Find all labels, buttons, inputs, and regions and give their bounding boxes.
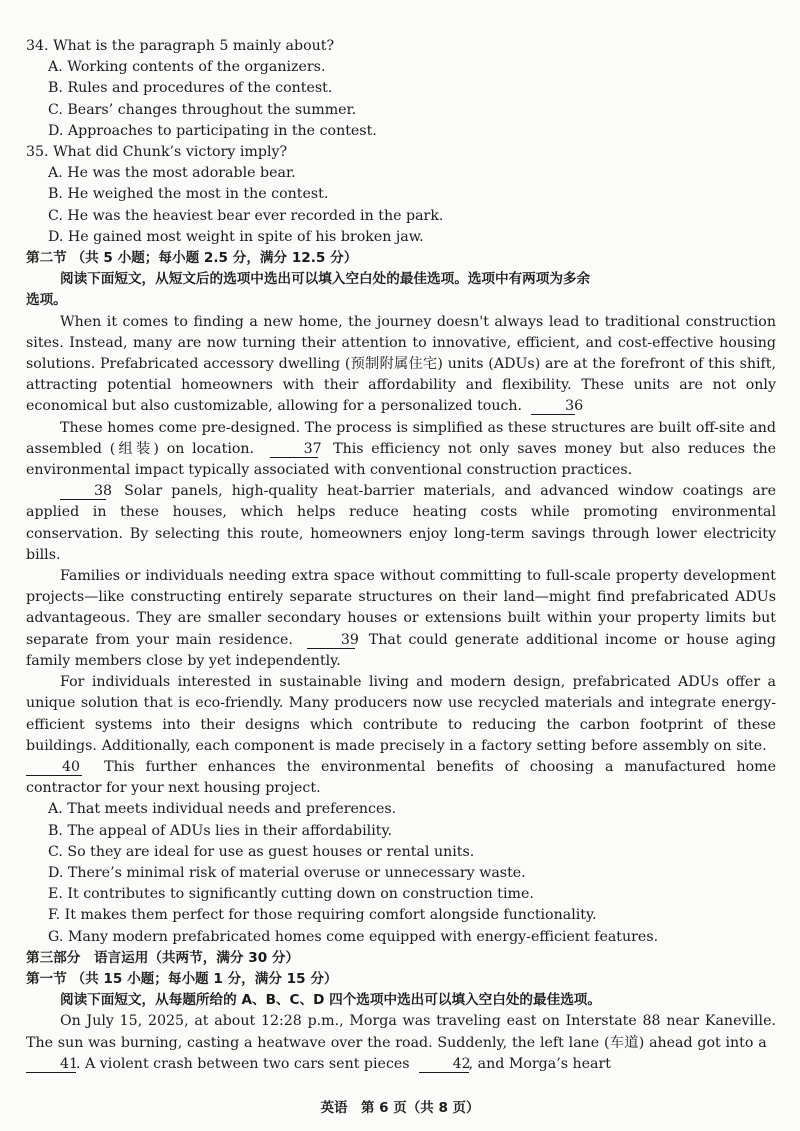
q34-option-a: A. Working contents of the organizers. xyxy=(48,59,326,76)
q34-option-b: B. Rules and procedures of the contest. xyxy=(48,80,333,97)
section2-option-e: E. It contributes to significantly cutting down on construction time. xyxy=(48,886,534,903)
section2-option-c: C. So they are ideal for use as guest houses or rental units. xyxy=(48,843,475,860)
cloze-text-c: , and Morga’s heart xyxy=(468,1055,611,1072)
cloze-text-a: On July 15, 2025, at about 12:28 p.m., Morga was traveling east on Interstate 88 near Kaneville. The sun was burning, casting a heatwave over the road. Suddenly, the left lane (车道) ahead got into a xyxy=(26,1013,776,1051)
passage-paragraph-3 xyxy=(26,481,776,566)
question-35 xyxy=(26,142,776,248)
blank-41: 41 xyxy=(26,1056,76,1073)
paragraph-4-text-b: That could generate additional income or house aging family members close by yet independently. xyxy=(26,631,777,669)
answer-options xyxy=(26,799,776,947)
cloze-text-b: . A violent crash between two cars sent pieces xyxy=(76,1055,410,1072)
q34-option-d: D. Approaches to participating in the contest. xyxy=(48,122,377,139)
passage-paragraph-4 xyxy=(26,566,776,672)
section2-option-g: G. Many modern prefabricated homes come equipped with energy-efficient features. xyxy=(48,928,659,945)
q35-option-a: A. He was the most adorable bear. xyxy=(48,165,296,182)
blank-42: 42 xyxy=(419,1056,469,1073)
section2-option-b: B. The appeal of ADUs lies in their affordability. xyxy=(48,822,393,839)
blank-36: 36 xyxy=(531,398,575,415)
cloze-paragraph-1 xyxy=(26,1011,776,1075)
page-footer: 英语 第 6 页（共 8 页） xyxy=(320,1100,480,1116)
blank-39: 39 xyxy=(307,632,355,649)
paragraph-5-text-b: This further enhances the environmental benefits of choosing a manufactured home contractor for your next housing project. xyxy=(26,758,776,797)
paragraph-5-text-a: For individuals interested in sustainable living and modern design, prefabricated ADUs offer a unique solution that is eco-friendly. Many producers now use recycled materials and integrate energy-efficient systems into their designs which contribute to reducing the carbon footprint of these buildings. Additionally, each component is made precisely in a factory setting before assembly on site. xyxy=(26,674,776,754)
part-3-subheading: 第一节 （共 15 小题；每小题 1 分，满分 15 分） xyxy=(26,970,338,987)
question-34 xyxy=(26,36,776,142)
part-3 xyxy=(26,948,776,1075)
question-35-stem: 35. What did Chunk’s victory imply? xyxy=(26,144,288,161)
passage-paragraph-5 xyxy=(26,672,776,799)
q35-option-b: B. He weighed the most in the contest. xyxy=(48,186,329,203)
section2-option-a: A. That meets individual needs and preferences. xyxy=(48,801,397,818)
q35-option-c: C. He was the heaviest bear ever recorded in the park. xyxy=(48,207,444,224)
section-2 xyxy=(26,248,776,948)
blank-37: 37 xyxy=(270,441,318,458)
blank-38: 38 xyxy=(60,483,106,500)
q34-option-c: C. Bears’ changes throughout the summer. xyxy=(48,101,357,118)
part-3-instruction: 阅读下面短文，从每题所给的 A、B、C、D 四个选项中选出可以填入空白处的最佳选项。 xyxy=(60,992,601,1009)
q35-option-d: D. He gained most weight in spite of his broken jaw. xyxy=(48,228,424,245)
paragraph-2-text-a: These homes come pre-designed. The process is simplified as these structures are built off-site and assembled (组装) on location. xyxy=(26,419,776,457)
section-2-instruction: 阅读下面短文，从短文后的选项中选出可以填入空白处的最佳选项。选项中有两项为多余 xyxy=(60,271,591,288)
paragraph-4-text-a: Families or individuals needing extra space without committing to full-scale property development projects—like constructing entirely separate structures on their land—might find prefabricated ADUs advantageous. They are smaller secondary houses or extensions built within your property limits but separate from your main residence. xyxy=(26,568,776,648)
passage-paragraph-1 xyxy=(26,312,776,418)
section-2-instruction-cont: 选项。 xyxy=(26,292,67,309)
part-3-heading: 第三部分 语言运用（共两节，满分 30 分） xyxy=(26,949,300,966)
blank-40: 40 xyxy=(26,759,82,776)
paragraph-3-text: Solar panels, high-quality heat-barrier materials, and advanced window coatings are applied in these houses, which helps reduce heating costs while promoting environmental conservation. By selecting this route, homeowners enjoy long-term savings through lower electricity bills. xyxy=(26,483,776,563)
section2-option-d: D. There’s minimal risk of material overuse or unnecessary waste. xyxy=(48,864,526,881)
paragraph-2-text-b: This efficiency not only saves money but also reduces the environmental impact typically associated with conventional construction practices. xyxy=(26,440,776,479)
question-34-stem: 34. What is the paragraph 5 mainly about? xyxy=(26,38,335,54)
passage-paragraph-2 xyxy=(26,418,776,482)
section2-option-f: F. It makes them perfect for those requiring comfort alongside functionality. xyxy=(48,907,597,924)
section-2-heading: 第二节 （共 5 小题；每小题 2.5 分，满分 12.5 分） xyxy=(26,250,358,267)
paragraph-1-text: When it comes to finding a new home, the journey doesn't always lead to traditional construction sites. Instead, many are now turning their attention to innovative, efficient, and cost-effective housing solutions. Prefabricated accessory dwelling (预制附属住宅) units (ADUs) are at the forefront of this shift, attracting potential homeowners with their affordability and flexibility. These units are not only economical but also customizable, allowing for a personalized touch. xyxy=(26,313,776,415)
